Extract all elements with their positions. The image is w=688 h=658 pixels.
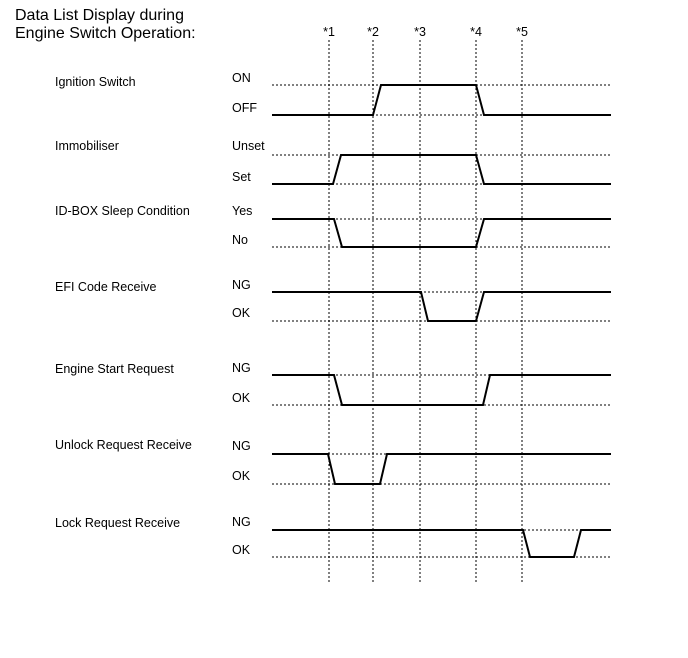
signal-waveform bbox=[272, 85, 611, 115]
signal-name: Immobiliser bbox=[55, 139, 119, 153]
marker-label: *5 bbox=[516, 25, 528, 39]
signal-row bbox=[55, 438, 611, 484]
signal-row bbox=[55, 361, 611, 405]
signal-high-state-label: Yes bbox=[232, 204, 253, 218]
signal-name: ID-BOX Sleep Condition bbox=[55, 204, 190, 218]
diagram-title-line-1: Data List Display during bbox=[15, 7, 184, 24]
signal-low-state-label: OK bbox=[232, 391, 251, 405]
marker-label: *4 bbox=[470, 25, 482, 39]
signal-row bbox=[55, 515, 611, 557]
signal-waveform bbox=[272, 219, 611, 247]
signal-row bbox=[55, 139, 611, 184]
signal-low-state-label: OK bbox=[232, 306, 251, 320]
marker-label: *2 bbox=[367, 25, 379, 39]
signal-high-state-label: NG bbox=[232, 515, 251, 529]
signal-name: Lock Request Receive bbox=[55, 516, 181, 530]
signal-name: Unlock Request Receive bbox=[55, 438, 192, 452]
diagram-title-line-2: Engine Switch Operation: bbox=[15, 25, 196, 42]
signal-row bbox=[55, 278, 611, 321]
signal-high-state-label: ON bbox=[232, 71, 251, 85]
signal-waveform bbox=[272, 454, 611, 484]
signal-low-state-label: OK bbox=[232, 469, 251, 483]
signal-low-state-label: OK bbox=[232, 543, 251, 557]
signal-waveform bbox=[272, 375, 611, 405]
signal-row bbox=[55, 71, 611, 115]
marker-label: *1 bbox=[323, 25, 335, 39]
signal-waveform bbox=[272, 292, 611, 321]
signal-high-state-label: NG bbox=[232, 361, 251, 375]
signal-high-state-label: NG bbox=[232, 278, 251, 292]
signal-waveform bbox=[272, 155, 611, 184]
signal-low-state-label: Set bbox=[232, 170, 251, 184]
signal-low-state-label: OFF bbox=[232, 101, 257, 115]
signal-name: Engine Start Request bbox=[55, 362, 174, 376]
signal-name: Ignition Switch bbox=[55, 75, 136, 89]
signal-row bbox=[55, 204, 611, 247]
signal-high-state-label: Unset bbox=[232, 139, 265, 153]
signal-low-state-label: No bbox=[232, 233, 248, 247]
signal-rows bbox=[55, 71, 611, 557]
signal-name: EFI Code Receive bbox=[55, 280, 157, 294]
signal-high-state-label: NG bbox=[232, 439, 251, 453]
signal-waveform bbox=[272, 530, 611, 557]
marker-label: *3 bbox=[414, 25, 426, 39]
time-markers bbox=[323, 25, 528, 39]
